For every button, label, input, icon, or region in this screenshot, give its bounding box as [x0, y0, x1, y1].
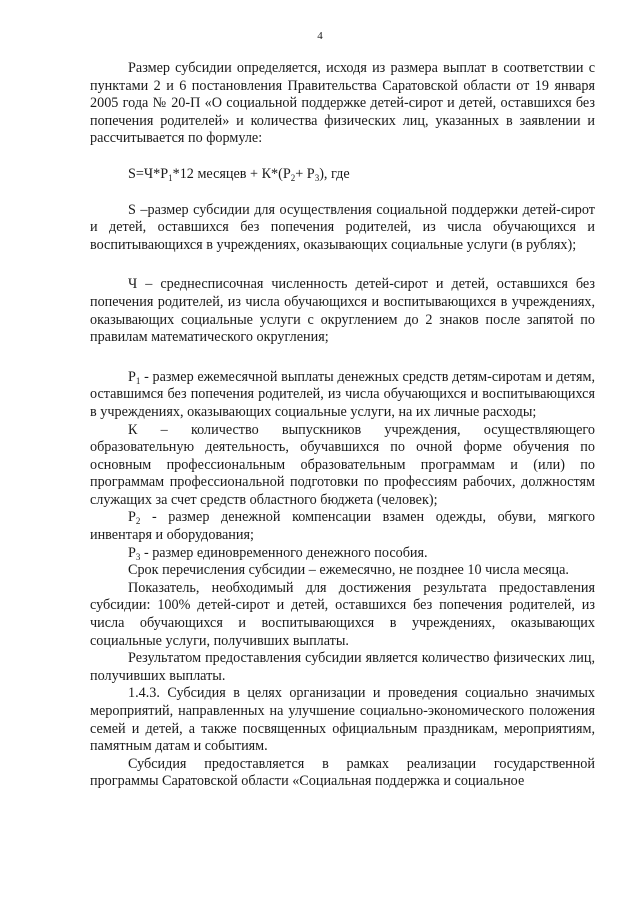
- formula-part: ), где: [319, 165, 350, 182]
- definition-text: - размер единовременного денежного пособия.: [140, 544, 428, 561]
- paragraph-result: Результатом предоставления субсидии является количество физических лиц, получивших выплаты.: [90, 650, 595, 684]
- definition-s: S –размер субсидии для осуществления социальной поддержки детей-сирот и детей, оставшихся без попечения родителей, из числа обучающихся и воспитывающихся в учреждениях, оказывающих социальные услуги (в рублях);: [90, 201, 595, 253]
- paragraph-subsidy-size: Размер субсидии определяется, исходя из размера выплат в соответствии с пунктами 2 и 6 постановления Правительства Саратовской области от 19 января 2005 года № 20-П «О социальной поддержке детей-сирот и детей, оставшихся без попечения родителей» и количества физических лиц, указанных в заявлении и рассчитывается по формуле:: [90, 60, 595, 147]
- definition-text: - размер денежной компенсации взамен одежды, обуви, мягкого инвентаря и оборудования;: [90, 509, 595, 544]
- document-body: [90, 60, 595, 791]
- variable-subscript: 1: [135, 375, 141, 386]
- variable-symbol: Р: [128, 544, 136, 561]
- formula-part: + Р: [295, 165, 315, 182]
- subsidy-formula: [90, 166, 595, 184]
- definition-text: - размер ежемесячной выплаты денежных средств детям-сиротам и детям, оставшимся без попечения родителей, из числа обучающихся и воспитывающихся в учреждениях, оказывающих социальные услуги, на их личные расходы;: [90, 368, 595, 420]
- formula-subscript: 1: [168, 172, 173, 183]
- variable-subscript: 2: [135, 516, 141, 527]
- paragraph-transfer-term: Срок перечисления субсидии – ежемесячно, не позднее 10 числа месяца.: [128, 562, 569, 579]
- page-number: 4: [317, 30, 323, 42]
- definition-p2: [90, 509, 595, 544]
- formula-part: S=Ч*Р: [128, 165, 169, 182]
- formula-subscript: 2: [290, 172, 296, 183]
- variable-subscript: 3: [135, 551, 141, 562]
- variable-symbol: Р: [128, 509, 136, 526]
- formula-subscript: 3: [314, 172, 320, 183]
- paragraph-section-1-4-3: 1.4.3. Субсидия в целях организации и проведения социально значимых мероприятий, направленных на улучшение социально-экономического положения семей и детей, а также посвященных официальным праздникам, мероприятиям, памятным датам и событиям.: [90, 685, 595, 755]
- variable-symbol: Р: [128, 368, 136, 385]
- definition-p3: [90, 545, 595, 563]
- definition-ch: Ч – среднесписочная численность детей-сирот и детей, оставшихся без попечения родителей, из числа обучающихся и воспитывающихся в учреждениях, оказывающих социальные услуги с округлением до 2 знаков после запятой по правилам математического округления;: [90, 276, 595, 346]
- paragraph-indicator: Показатель, необходимый для достижения результата предоставления субсидии: 100% детей-сирот и детей, оставшихся без попечения родителей, из числа обучающихся и воспитывающихся в учреждениях, оказывающих социальные услуги, получивших выплаты.: [90, 579, 595, 649]
- paragraph-program: Субсидия предоставляется в рамках реализации государственной программы Саратовской области «Социальная поддержка и социальное: [90, 755, 595, 790]
- definition-k: К – количество выпускников учреждения, осуществляющего образовательную деятельность, обучавшихся по очной форме обучения по основным профессиональным образовательным программам и (или) по программам профессиональной подготовки по профессиям рабочих, должностям служащих за счет средств областного бюджета (человек);: [90, 421, 595, 508]
- definition-p1: [90, 369, 595, 422]
- formula-part: *12 месяцев + К*(Р: [172, 165, 291, 182]
